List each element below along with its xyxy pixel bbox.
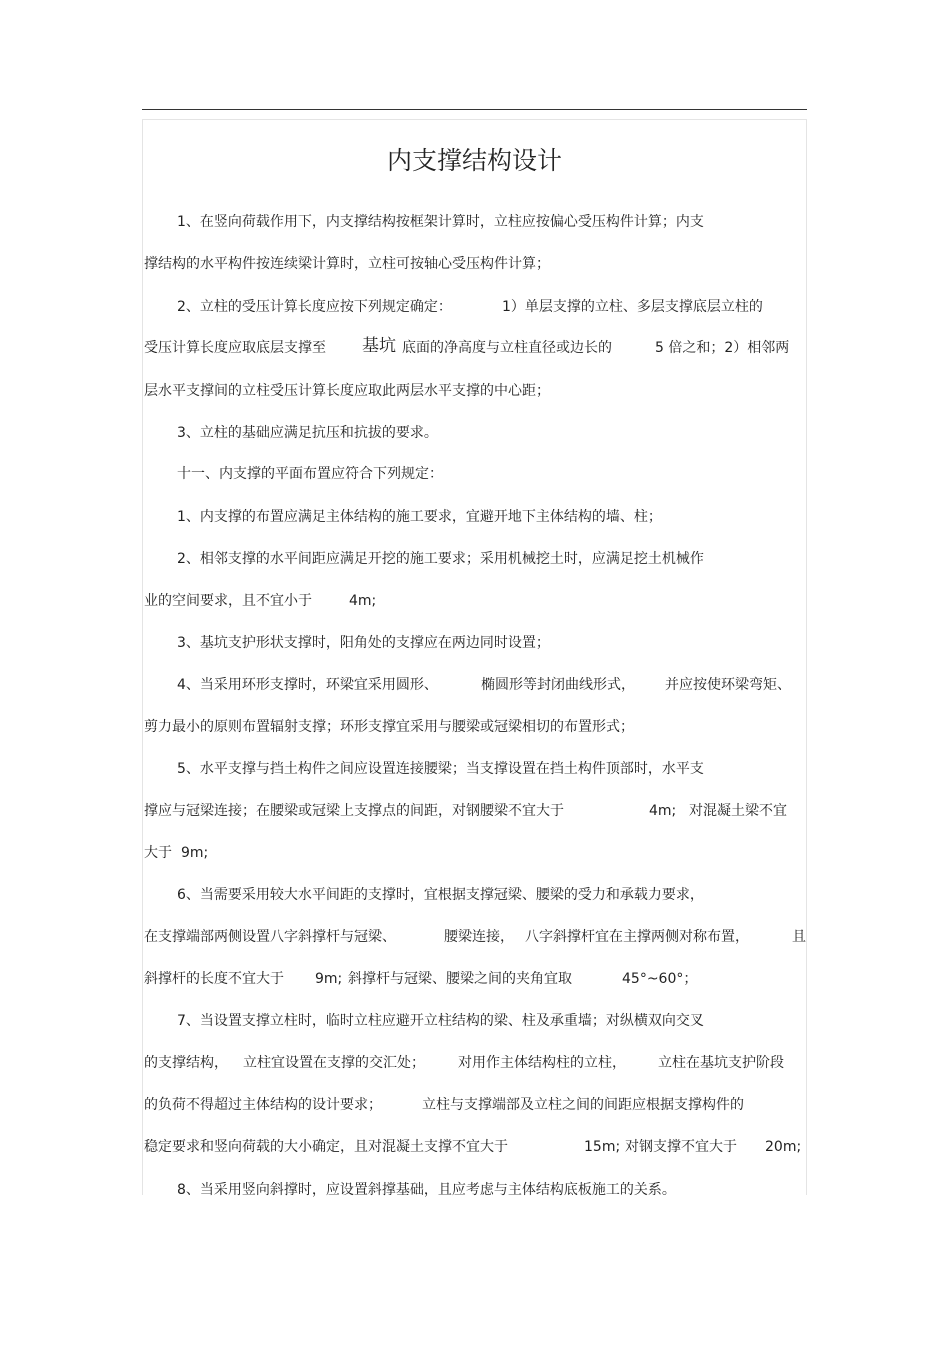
text-line-23-seg-4: 20m;: [765, 1139, 802, 1155]
text-line-3-seg-2: 1）单层支撑的立柱、多层支撑底层立柱的: [502, 299, 763, 315]
text-line-12-seg-3: 并应按使环梁弯矩、: [665, 677, 791, 693]
document-title: 内支撑结构设计: [386, 146, 562, 175]
text-line-21-seg-1: 的支撑结构，: [144, 1055, 228, 1071]
text-line-18-seg-1: 在支撑端部两侧设置八字斜撑杆与冠梁、: [144, 929, 396, 945]
text-line-10-seg-1: 业的空间要求，且不宜小于: [144, 593, 312, 609]
text-line-15-seg-3: 对混凝土梁不宜: [689, 803, 787, 819]
text-line-22-seg-2: 立柱与支撑端部及立柱之间的间距应根据支撑构件的: [422, 1097, 744, 1113]
text-line-23-seg-1: 稳定要求和竖向荷载的大小确定，且对混凝土支撑不宜大于: [144, 1139, 508, 1155]
text-line-21-seg-3: 对用作主体结构柱的立柱，: [458, 1055, 626, 1071]
text-line-18-seg-2: 腰梁连接，: [444, 929, 514, 945]
text-line-4-seg-2: 基坑: [362, 336, 396, 356]
text-line-19-seg-2: 9m;: [315, 971, 343, 987]
text-line-7-seg-1: 十一、内支撑的平面布置应符合下列规定：: [177, 466, 443, 482]
text-line-17-seg-1: 6、当需要采用较大水平间距的支撑时，宜根据支撑冠梁、腰梁的受力和承载力要求，: [177, 887, 704, 903]
header-rule: [142, 109, 807, 110]
text-line-19-seg-3: 斜撑杆与冠梁、腰梁之间的夹角宜取: [348, 971, 572, 987]
text-line-3-seg-1: 2、立柱的受压计算长度应按下列规定确定：: [177, 299, 452, 315]
text-line-6-seg-1: 3、立柱的基础应满足抗压和抗拔的要求。: [177, 425, 438, 441]
text-line-18-seg-4: 且: [792, 929, 806, 945]
text-line-18-seg-3: 八字斜撑杆宜在主撑两侧对称布置，: [525, 929, 749, 945]
text-line-4-seg-4: 5 倍之和；2）相邻两: [655, 340, 790, 356]
text-line-4-seg-3: 底面的净高度与立柱直径或边长的: [402, 340, 612, 356]
text-line-4-seg-1: 受压计算长度应取底层支撑至: [144, 340, 326, 356]
text-line-22-seg-1: 的负荷不得超过主体结构的设计要求；: [144, 1097, 382, 1113]
text-line-21-seg-2: 立柱宜设置在支撑的交汇处；: [243, 1055, 425, 1071]
text-line-9-seg-1: 2、相邻支撑的水平间距应满足开挖的施工要求；采用机械挖土时，应满足挖土机械作: [177, 551, 704, 567]
text-line-12-seg-2: 椭圆形等封闭曲线形式，: [481, 677, 635, 693]
text-line-16-seg-2: 9m;: [181, 845, 209, 861]
text-line-16-seg-1: 大于: [144, 845, 172, 861]
text-line-5-seg-1: 层水平支撑间的立柱受压计算长度应取此两层水平支撑的中心距；: [144, 383, 550, 399]
text-line-2-seg-1: 撑结构的水平构件按连续梁计算时，立柱可按轴心受压构件计算；: [144, 256, 550, 272]
text-line-19-seg-1: 斜撑杆的长度不宜大于: [144, 971, 284, 987]
text-line-14-seg-1: 5、水平支撑与挡土构件之间应设置连接腰梁；当支撑设置在挡土构件顶部时，水平支: [177, 761, 704, 777]
text-line-23-seg-2: 15m;: [584, 1139, 621, 1155]
page-frame-top: [142, 119, 807, 120]
page-frame-left: [142, 119, 143, 1195]
text-line-21-seg-4: 立柱在基坑支护阶段: [658, 1055, 784, 1071]
page-frame-right: [806, 119, 807, 1195]
text-line-11-seg-1: 3、基坑支护形状支撑时，阳角处的支撑应在两边同时设置；: [177, 635, 550, 651]
text-line-23-seg-3: 对钢支撑不宜大于: [625, 1139, 737, 1155]
text-line-15-seg-1: 撑应与冠梁连接；在腰梁或冠梁上支撑点的间距，对钢腰梁不宜大于: [144, 803, 564, 819]
text-line-1-seg-1: 1、在竖向荷载作用下，内支撑结构按框架计算时，立柱应按偏心受压构件计算；内支: [177, 214, 704, 230]
text-line-12-seg-1: 4、当采用环形支撑时，环梁宜采用圆形、: [177, 677, 438, 693]
text-line-24-seg-1: 8、当采用竖向斜撑时，应设置斜撑基础，且应考虑与主体结构底板施工的关系。: [177, 1182, 676, 1198]
text-line-10-seg-2: 4m;: [349, 593, 377, 609]
text-line-8-seg-1: 1、内支撑的布置应满足主体结构的施工要求，宜避开地下主体结构的墙、柱；: [177, 509, 662, 525]
text-line-15-seg-2: 4m;: [649, 803, 677, 819]
text-line-19-seg-4: 45°~60°；: [622, 971, 698, 987]
text-line-13-seg-1: 剪力最小的原则布置辐射支撑；环形支撑宜采用与腰梁或冠梁相切的布置形式；: [144, 719, 634, 735]
text-line-20-seg-1: 7、当设置支撑立柱时，临时立柱应避开立柱结构的梁、柱及承重墙；对纵横双向交叉: [177, 1013, 704, 1029]
